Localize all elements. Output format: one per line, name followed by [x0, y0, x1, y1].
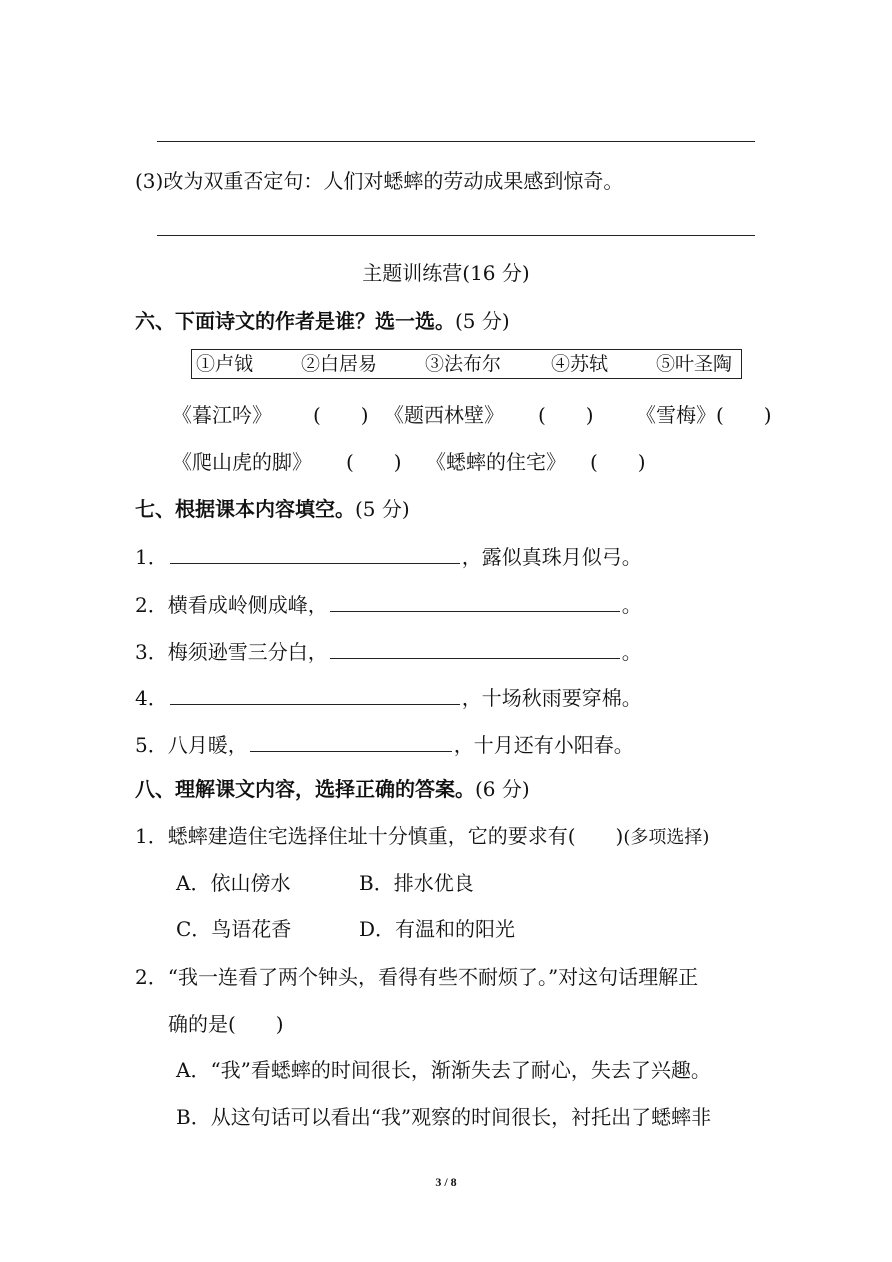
- fill-blank-4[interactable]: [170, 684, 460, 705]
- fill-blank-3[interactable]: [330, 638, 620, 659]
- q5-item-3: (3)改为双重否定句：人们对蟋蟀的劳动成果感到惊奇。: [135, 169, 624, 193]
- q7-num-5: 5．: [135, 733, 168, 757]
- fill-blank-5[interactable]: [250, 731, 452, 752]
- author-options-box: [191, 349, 742, 379]
- q8-text-2-line1: “我一连看了两个钟头，看得有些不耐烦了。”对这句话理解正: [167, 965, 699, 989]
- fill-blank-2[interactable]: [330, 591, 620, 612]
- author-option-3: ③法布尔: [425, 353, 502, 375]
- q7-text-5-before: 八月暖，: [167, 733, 248, 757]
- q7-num-1: 1．: [135, 545, 168, 569]
- q8-option-d[interactable]: D．有温和的阳光: [359, 917, 516, 941]
- work-xuemei[interactable]: 《雪梅》( ): [636, 403, 772, 427]
- q8-num-2: 2．: [135, 965, 168, 989]
- q8-text-2-line2: 确的是( ): [168, 1012, 284, 1036]
- q8-item-1: [135, 824, 709, 850]
- q7-text-1-after: ，露似真珠月似弓。: [461, 545, 642, 569]
- q7-score: (5 分): [355, 497, 410, 521]
- q8-option-c[interactable]: C．鸟语花香: [176, 917, 292, 941]
- work-tixilinbi: 《题西林壁》: [384, 403, 504, 427]
- author-option-4: ④苏轼: [551, 353, 609, 375]
- q7-item-1: [135, 543, 642, 569]
- answer-paren-4[interactable]: ( ): [346, 450, 402, 474]
- fill-blank-1[interactable]: [170, 543, 460, 564]
- work-pashanhu: 《爬山虎的脚》: [172, 450, 312, 474]
- answer-line-q5-3: [157, 235, 755, 236]
- section-title: 主题训练营(16 分): [362, 261, 530, 285]
- q7-heading-text: 七、根据课本内容填空。: [135, 497, 355, 521]
- q8-score: (6 分): [475, 777, 530, 801]
- q8-item-2: [135, 965, 698, 989]
- answer-paren-1[interactable]: ( ): [313, 403, 369, 427]
- q8-item2-option-b[interactable]: B．从这句话可以看出“我”观察的时间很长，衬托出了蟋蟀非: [176, 1105, 712, 1129]
- author-option-5: ⑤叶圣陶: [656, 353, 733, 375]
- answer-paren-2[interactable]: ( ): [538, 403, 594, 427]
- q7-item-2: [135, 591, 642, 617]
- q8-num-1: 1．: [135, 824, 168, 848]
- q7-text-2-before: 横看成岭侧成峰，: [167, 593, 328, 617]
- q7-item-3: [135, 638, 642, 664]
- work-xishuai: 《蟋蟀的住宅》: [426, 450, 566, 474]
- q8-item2-option-a[interactable]: A．“我”看蟋蟀的时间很长，渐渐失去了耐心，失去了兴趣。: [176, 1058, 711, 1082]
- q8-option-a[interactable]: A．依山傍水: [176, 871, 291, 895]
- q7-heading: [135, 497, 410, 521]
- q8-text-1: 蟋蟀建造住宅选择住址十分慎重，它的要求有( ): [167, 824, 624, 848]
- work-mujiangyin: 《暮江吟》: [172, 403, 272, 427]
- q7-text-3-before: 梅须逊雪三分白，: [167, 640, 328, 664]
- q7-text-4-after: ，十场秋雨要穿棉。: [461, 686, 642, 710]
- q7-text-3-after: 。: [621, 640, 642, 664]
- q8-heading-text: 八、理解课文内容，选择正确的答案。: [135, 777, 475, 801]
- answer-paren-5[interactable]: ( ): [590, 450, 646, 474]
- q6-score: (5 分): [455, 309, 510, 333]
- author-option-2: ②白居易: [301, 353, 378, 375]
- author-option-1: ①卢钺: [196, 353, 254, 375]
- q7-num-2: 2．: [135, 593, 168, 617]
- page-number: 3 / 8: [435, 1175, 457, 1189]
- q8-heading: [135, 777, 530, 801]
- q8-option-b[interactable]: B．排水优良: [359, 871, 474, 895]
- q7-num-3: 3．: [135, 640, 168, 664]
- answer-line-q5-2: [157, 141, 755, 142]
- q6-heading-text: 六、下面诗文的作者是谁？选一选。: [135, 309, 455, 333]
- q7-text-5-after: ，十月还有小阳春。: [453, 733, 634, 757]
- q8-note-1: (多项选择): [623, 827, 710, 848]
- q7-text-2-after: 。: [621, 593, 642, 617]
- q6-heading: [135, 309, 510, 333]
- q7-item-4: [135, 684, 642, 710]
- q7-num-4: 4．: [135, 686, 168, 710]
- q7-item-5: [135, 731, 634, 757]
